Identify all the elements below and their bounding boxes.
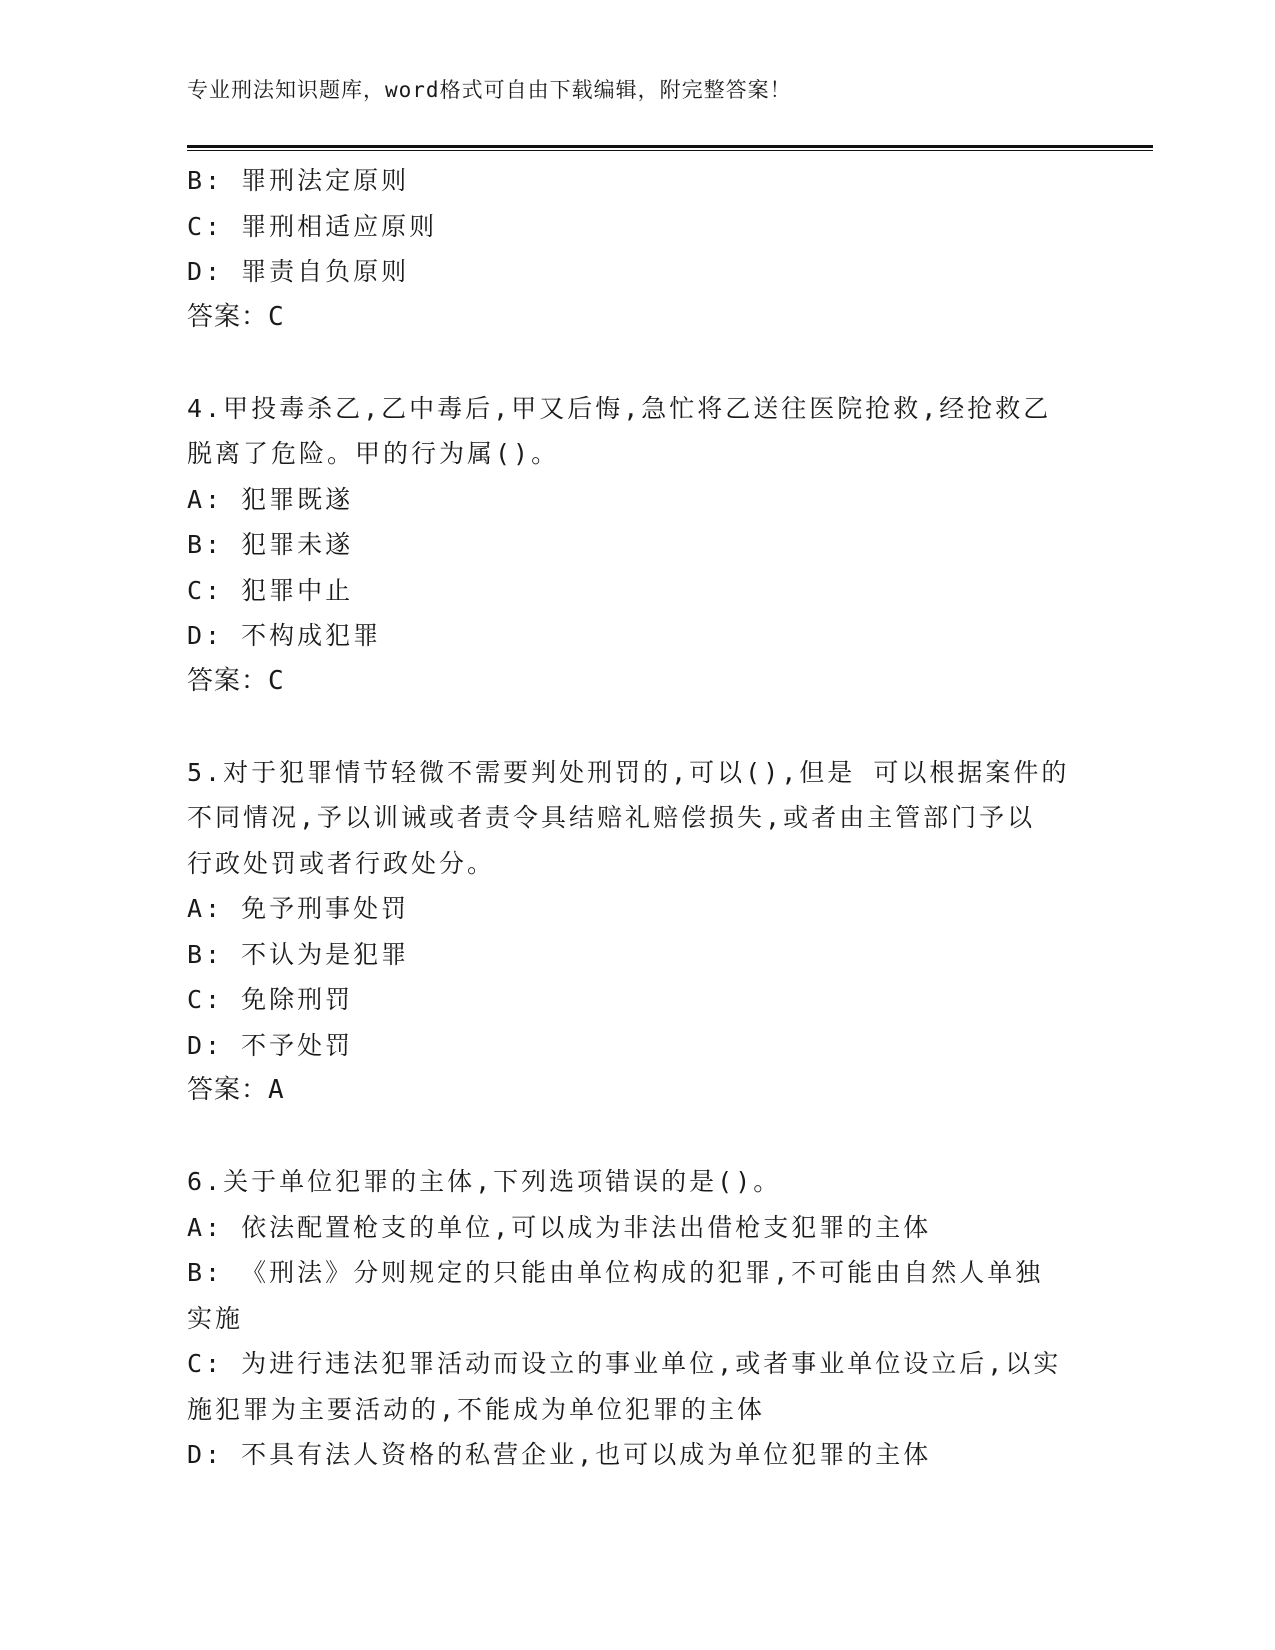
question-stem-line: 行政处罚或者行政处分。 [187,848,496,878]
question-stem-line: 6.关于单位犯罪的主体,下列选项错误的是()。 [187,1167,782,1196]
question-6 [187,1159,1087,1478]
answer-line: 答案：C [187,301,285,332]
question-4 [187,386,1087,705]
option-b: B: 犯罪未遂 [187,530,354,559]
option-b: B: 罪刑法定原则 [187,166,410,195]
option-c: C: 免除刑罚 [187,985,354,1014]
option-a: A: 免予刑事处罚 [187,894,410,923]
question-stem-line: 脱离了危险。甲的行为属()。 [187,439,560,468]
header-rule-thin [187,150,1153,151]
option-b: B: 不认为是犯罪 [187,939,410,969]
question-5 [187,750,1087,1114]
option-a: A: 依法配置枪支的单位,可以成为非法出借枪支犯罪的主体 [187,1212,932,1242]
option-c: C: 为进行违法犯罪活动而设立的事业单位,或者事业单位设立后,以实 [187,1349,1062,1378]
question-3-tail [187,158,1087,340]
question-stem-line: 5.对于犯罪情节轻微不需要判处刑罚的,可以(),但是 可以根据案件的 [187,757,1070,787]
spacer [187,704,1087,750]
option-b: B: 《刑法》分则规定的只能由单位构成的犯罪,不可能由自然人单独 [187,1258,1044,1287]
option-d: D: 不构成犯罪 [187,621,382,650]
header-rule-thick [187,145,1153,148]
question-stem-line: 不同情况,予以训诫或者责令具结赔礼赔偿损失,或者由主管部门予以 [187,803,1036,832]
header-note: 专业刑法知识题库，word格式可自由下载编辑，附完整答案！ [187,78,792,102]
question-content [187,158,1087,1478]
option-a: A: 犯罪既遂 [187,484,354,514]
question-stem-line: 4.甲投毒杀乙,乙中毒后,甲又后悔,急忙将乙送往医院抢救,经抢救乙 [187,393,1052,423]
answer-line: 答案：A [187,1075,285,1105]
option-c-continued: 施犯罪为主要活动的,不能成为单位犯罪的主体 [187,1394,766,1424]
option-b-continued: 实施 [187,1303,244,1333]
option-d: D: 不予处罚 [187,1030,354,1060]
option-d: D: 不具有法人资格的私营企业,也可以成为单位犯罪的主体 [187,1440,932,1469]
option-c: C: 罪刑相适应原则 [187,211,438,241]
spacer [187,340,1087,386]
answer-line: 答案：C [187,665,285,696]
option-d: D: 罪责自负原则 [187,257,410,286]
option-c: C: 犯罪中止 [187,575,354,605]
spacer [187,1114,1087,1160]
